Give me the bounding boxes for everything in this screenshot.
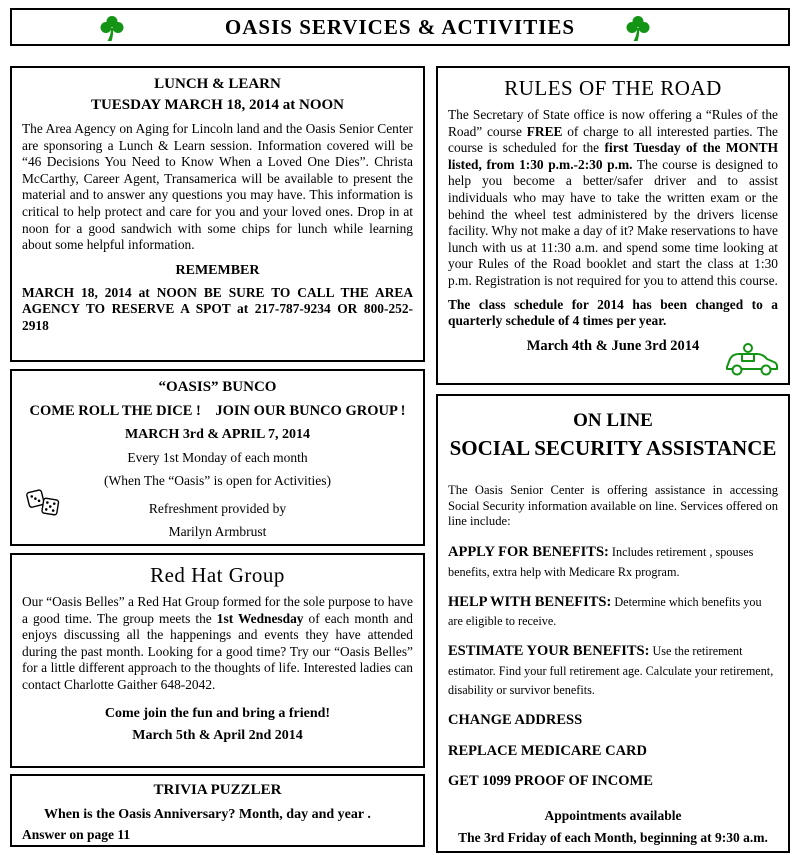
service-item-description: Use the retirement estimator. Find your full retirement age. Calculate your retirement, disability or survivor benefits. <box>448 644 774 697</box>
reservation-note: MARCH 18, 2014 at NOON BE SURE TO CALL THE AREA AGENCY TO RESERVE A SPOT at 217-787-9234 OR 800-252-2918 <box>22 284 413 334</box>
service-item-label: REPLACE MEDICARE CARD <box>448 742 647 759</box>
service-item-help <box>448 592 778 631</box>
bunco-condition-line: (When The “Oasis” is open for Activities) <box>104 473 331 488</box>
social-title-line2: SOCIAL SECURITY ASSISTANCE <box>449 436 777 460</box>
service-item-apply <box>448 542 778 581</box>
red-hat-body: Our “Oasis Belles” a Red Hat Group formed for the sole purpose to have a good time. The group meets the 1st Wednesday of each month and enjoys discussing all the happenings and events they have attended during the past month. Looking for a good time? Try our “Oasis Belles” for a little different approach to the thoughts of life. Interested ladies can contact Charlotte Gaither 648-2042. <box>22 594 414 693</box>
appointments-schedule-line: The 3rd Friday of each Month, beginning at 9:30 a.m. <box>458 830 768 846</box>
social-intro: The Oasis Senior Center is offering assistance in accessing Social Security information available on line. Services offered on line include: <box>448 483 778 529</box>
bunco-title: “OASIS” BUNCO <box>158 379 277 395</box>
trivia-section <box>10 774 425 847</box>
shamrock-icon <box>100 15 124 42</box>
rules-dates-line: March 4th & June 3rd 2014 <box>526 337 700 354</box>
service-item-label: APPLY FOR BENEFITS: <box>448 544 609 561</box>
bunco-schedule-line: Every 1st Monday of each month <box>127 450 308 465</box>
rules-title: RULES OF THE ROAD <box>504 76 722 100</box>
lunch-learn-section <box>10 66 425 362</box>
bunco-section <box>10 369 425 546</box>
bunco-host-name: Marilyn Armbrust <box>168 524 267 539</box>
social-title-line1: ON LINE <box>573 410 653 431</box>
page-title: OASIS SERVICES & ACTIVITIES <box>224 14 576 39</box>
red-hat-dates-line: March 5th & April 2nd 2014 <box>132 727 303 743</box>
rules-schedule-note: The class schedule for 2014 has been changed to a quarterly schedule of 4 times per year. <box>448 296 778 329</box>
rules-body: The Secretary of State office is now offering a “Rules of the Road” course FREE of charge to all interested parties. The course is scheduled for the first Tuesday of the MONTH listed, from 1:30 p.m.-2:30 p.m. The course is designed to help you become a better/safer driver and to assist individuals who may have to take the written exam or the behind the wheel test administered by the drivers license facility. Why not make a day of it? Make reservations to have lunch with us at 11:30 a.m. and spend some time looking at your Rules of the Road booklet and start the class at 1:30 p.m. Registration is not required for you to attend this course. <box>448 107 778 289</box>
service-item-label: GET 1099 PROOF OF INCOME <box>448 772 653 789</box>
trivia-answer-note: Answer on page 11 <box>22 827 131 842</box>
lunch-learn-title: LUNCH & LEARN <box>154 76 281 92</box>
lunch-learn-body: The Area Agency on Aging for Lincoln land and the Oasis Senior Center are sponsoring a Lunch & Learn session. Information covered will be “46 Decisions You Need to Know When a Loved One Dies”. Christa McCarthy, Career Agent, Transamerica will be available to present the material and to answer any questions you may have. This information is critical to help protect and care for you and your loved ones. Drop in at noon for a good sandwich with some chips for lunch while learning about some helpful information. <box>22 121 413 253</box>
service-item-change-address <box>448 710 778 729</box>
service-item-label: HELP WITH BENEFITS: <box>448 593 612 610</box>
bunco-invite-line: COME ROLL THE DICE ! JOIN OUR BUNCO GROUP ! <box>29 403 406 419</box>
trivia-question: When is the Oasis Anniversary? Month, day and year . <box>44 807 371 822</box>
social-security-section <box>436 394 790 853</box>
service-item-label: ESTIMATE YOUR BENEFITS: <box>448 643 650 660</box>
bunco-refreshment-line: Refreshment provided by <box>148 501 287 516</box>
service-item-replace-card <box>448 741 778 760</box>
dice-icon <box>24 486 62 520</box>
remember-heading: REMEMBER <box>175 262 260 278</box>
service-item-1099 <box>448 771 778 790</box>
bunco-dates-line: MARCH 3rd & APRIL 7, 2014 <box>124 427 311 442</box>
rules-of-road-section <box>436 66 790 385</box>
red-hat-title: Red Hat Group <box>150 563 285 587</box>
page-header <box>10 8 790 46</box>
shamrock-icon <box>626 15 650 42</box>
car-icon <box>724 339 780 379</box>
service-item-estimate <box>448 641 778 699</box>
service-item-description: Determine which benefits you are eligible to receive. <box>448 594 762 629</box>
red-hat-section <box>10 553 425 768</box>
lunch-learn-date-line: TUESDAY MARCH 18, 2014 at NOON <box>90 97 345 113</box>
service-item-description: Includes retirement , spouses benefits, extra help with Medicare Rx program. <box>448 545 754 579</box>
appointments-available-line: Appointments available <box>544 808 682 824</box>
service-item-label: CHANGE ADDRESS <box>448 712 583 729</box>
red-hat-invite-line: Come join the fun and bring a friend! <box>104 705 331 721</box>
trivia-title: TRIVIA PUZZLER <box>153 782 282 798</box>
